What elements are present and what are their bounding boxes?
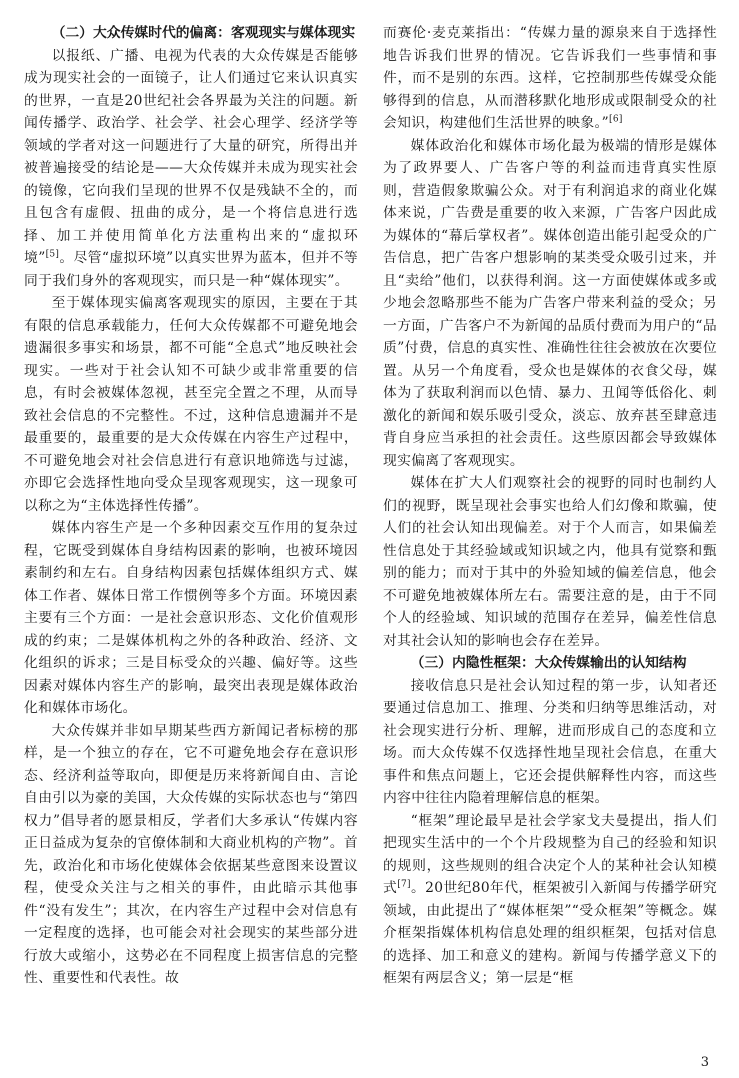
right-column xyxy=(383,22,717,1046)
citation: [6] xyxy=(609,114,623,125)
left-column xyxy=(24,22,358,1046)
paragraph-text: 以报纸、广播、电视为代表的大众传媒是否能够成为现实社会的一面镜子，让人们通过它来认识真实的世界，一直是20世纪社会各界最为关注的问题。新闻传播学、政治学、社会学、社会心理学、经济学等领域的学者对这一问题进行了大量的研究，所得出并被普遍接受的结论是——大众传媒并未成为现实社会的镜像，它向我们呈现的世界不仅是残缺不全的，而且包含有虚假、扭曲的成分，是一个将信息进行选择、加工并使用简单化方法重构出来的“虚拟环境” xyxy=(24,47,358,266)
paragraph: 媒体内容生产是一个多种因素交互作用的复杂过程，它既受到媒体自身结构因素的影响，也被环境因素制约和左右。自身结构因素包括媒体组织方式、媒体工作者、媒体日常工作惯例等多个方面。环境因素主要有三个方面：一是社会意识形态、文化价值观形成的约束；二是媒体机构之外的各种政治、经济、文化组织的诉求；三是目标受众的兴趣、偏好等。这些因素对媒体内容生产的影响，最突出表现是媒体政治化和媒体市场化。 xyxy=(24,520,358,716)
paragraph-text: 而赛伦·麦克莱指出：“传媒力量的源泉来自于选择性地告诉我们世界的情况。它告诉我们一些事情和事件，而不是别的东西。这样，它控制那些传媒受众能够得到的信息，从而潜移默化地形成或限制受众的社会知识，构建他们生活世界的映象。” xyxy=(383,25,717,131)
citation: [5] xyxy=(45,249,60,260)
paragraph xyxy=(383,810,717,990)
paragraph-text: “框架”理论最早是社会学家戈夫曼提出，指人们把现实生活中的一个个片段规整为自己的经验和知识的规则，这些规则的组合决定个人的某种社会认知模式 xyxy=(383,812,717,896)
paragraph: 大众传媒并非如早期某些西方新闻记者标榜的那样，是一个独立的存在，它不可避免地会存在意识形态、经济利益等取向，即便是历来将新闻自由、言论自由引以为豪的美国，大众传媒的实际状态也与“第四权力”倡导者的愿景相反，学者们大多承认“传媒内容正日益成为复杂的官僚体制和大商业机构的产物”。首先，政治化和市场化使媒体会依据某些意图来设置议程，使受众关注与之相关的事件，由此暗示其他事件“没有发生”；其次，在内容生产过程中会对信息有一定程度的选择，也可能会对社会现实的某些部分进行放大或缩小，这势必在不同程度上损害信息的完整性、重要性和代表性。故 xyxy=(24,722,358,986)
section-heading-2: （二）大众传媒时代的偏离：客观现实与媒体现实 xyxy=(51,25,356,41)
paragraph xyxy=(24,45,358,293)
paragraph: 媒体在扩大人们观察社会的视野的同时也制约人们的视野，既呈现社会事实也给人们幻像和欺骗，使人们的社会认知出现偏差。对于个人而言，如果偏差性信息处于其经验域或知识域之内，他具有觉察和甄别的能力；而对于其中的外验知域的偏差信息，他会不可避免地被媒体所左右。需要注意的是，由于不同个人的经验域、知识域的范围存在差异，偏差性信息对其社会认知的影响也会存在差异。 xyxy=(383,475,717,649)
page-number: 3 xyxy=(700,1055,709,1070)
paragraph-text: 。20世纪80年代，框架被引入新闻与传播学研究领域，由此提出了“媒体框架”“受众框架”等概念。媒介框架指媒体机构信息处理的组织框架，包括对信息的选择、加工和意义的建构。新闻与传播学意义下的框架有两层含义；第一层是“框 xyxy=(383,880,717,986)
paragraph: 至于媒体现实偏离客观现实的原因，主要在于其有限的信息承载能力，任何大众传媒都不可避免地会遗漏很多事实和场景，都不可能“全息式”地反映社会现实。一些对于社会认知不可缺少或非常重要的信息，有时会被媒体忽视，甚至完全置之不理，从而导致社会信息的不完整性。不过，这种信息遗漏并不是最重要的，最重要的是大众传媒在内容生产过程中，不可避免地会对社会信息进行有意识地筛选与过滤，亦即它会选择性地向受众呈现客观现实，这一现象可以称之为“主体选择性传播”。 xyxy=(24,295,358,514)
citation: [7] xyxy=(397,879,411,890)
paragraph: 接收信息只是社会认知过程的第一步，认知者还要通过信息加工、推理、分类和归纳等思维活动，对社会现实进行分析、理解，进而形成自己的态度和立场。而大众传媒不仅选择性地呈现社会信息，在重大事件和焦点问题上，它还会提供解释性内容，而这些内容中往往内隐着理解信息的框架。 xyxy=(383,677,717,806)
paragraph xyxy=(383,22,717,135)
article-page xyxy=(24,22,717,1046)
paragraph-text: 。尽管“虚拟环境”以真实世界为蓝本，但并不等同于我们身外的客观现实，而只是一种“媒体现实”。 xyxy=(24,250,358,289)
paragraph: 媒体政治化和媒体市场化最为极端的情形是媒体为了政界要人、广告客户等的利益而违背真实性原则，营造假象欺骗公众。对于有利润追求的商业化媒体来说，广告费是重要的收入来源，广告客户因此成为媒体的“幕后掌权者”。媒体创造出能引起受众的广告信息，把广告客户想影响的某类受众吸引过来，并且“卖给”他们，以获得利润。这一方面使媒体或多或少地会忽略那些不能为广告客户带来利益的受众；另一方面，广告客户不为新闻的品质付费而为用户的“品质”付费，信息的真实性、准确性往往会被放在次要位置。从另一个角度看，受众也是媒体的衣食父母，媒体为了获取利润而以色情、暴力、丑闻等低俗化、刺激化的新闻和娱乐吸引受众，淡忘、放弃甚至肆意违背自身应当承担的社会责任。这些原因都会导致媒体现实偏离了客观现实。 xyxy=(383,137,717,469)
section-heading-3: （三）内隐性框架：大众传媒输出的认知结构 xyxy=(410,655,687,671)
